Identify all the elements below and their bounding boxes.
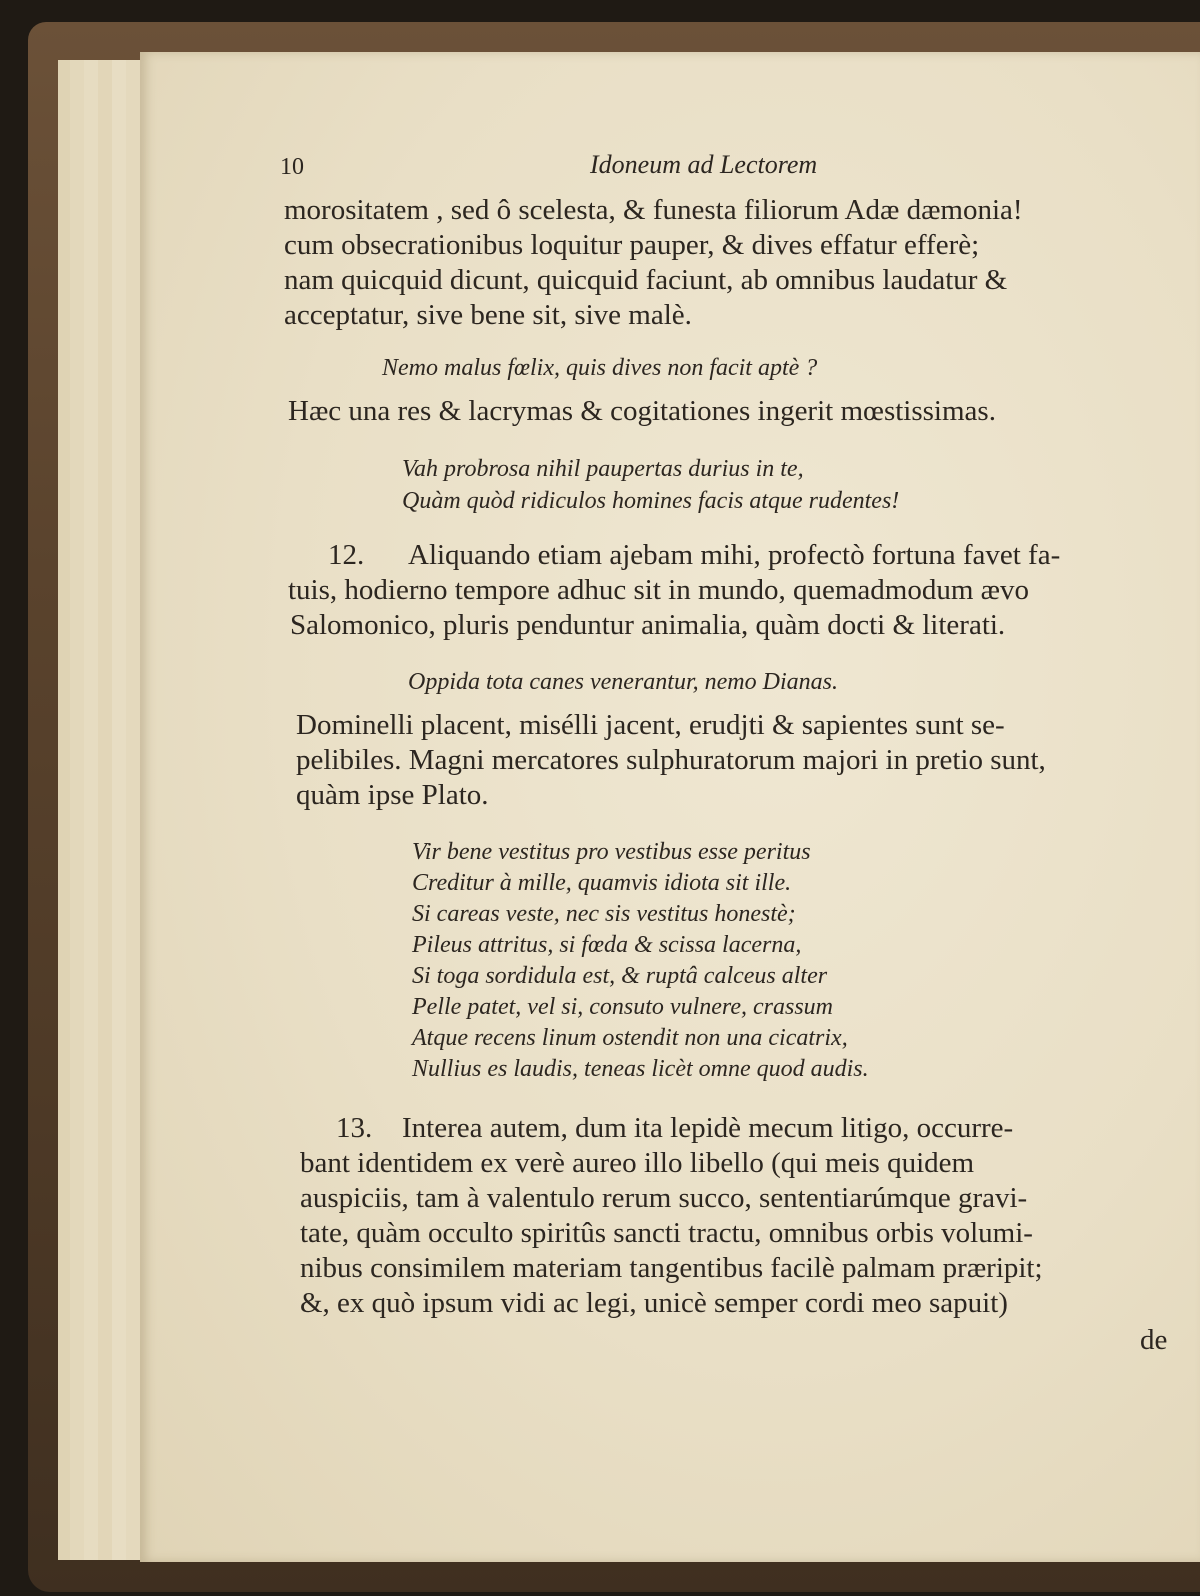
text-line: nam quicquid dicunt, quicquid faciunt, ab omnibus laudatur &: [284, 264, 1008, 296]
text-line: Hæc una res & lacrymas & cogitationes ingerit mœstissimas.: [288, 395, 996, 427]
text-line: tuis, hodierno tempore adhuc sit in mundo, quemadmodum ævo: [288, 574, 1030, 606]
verse-line: Atque recens linum ostendit non una cicatrix,: [412, 1025, 848, 1051]
verse-line: Oppida tota canes venerantur, nemo Dianas.: [408, 669, 838, 695]
text-line: Aliquando etiam ajebam mihi, profectò fortuna favet fa-: [408, 539, 1061, 571]
paragraph-number: 12.: [328, 539, 365, 571]
text-line: bant identidem ex verè aureo illo libello (qui meis quidem: [300, 1147, 975, 1179]
verse-line: Pileus attritus, si fœda & scissa lacerna,: [412, 932, 802, 958]
running-title: Idoneum ad Lectorem: [590, 150, 818, 179]
verse-line: Vir bene vestitus pro vestibus esse peritus: [412, 839, 811, 865]
page-number: 10: [280, 154, 304, 180]
catchword: de: [1140, 1324, 1168, 1356]
verse-line: Quàm quòd ridiculos homines facis atque rudentes!: [402, 488, 900, 514]
text-line: quàm ipse Plato.: [296, 779, 489, 811]
text-line: Dominelli placent, misélli jacent, erudjti & sapientes sunt se-: [296, 709, 1005, 741]
verse-line: Creditur à mille, quamvis idiota sit ille.: [412, 870, 792, 896]
text-line: pelibiles. Magni mercatores sulphuratorum majori in pretio sunt,: [296, 744, 1046, 776]
verse-line: Si toga sordidula est, & ruptâ calceus alter: [412, 963, 828, 989]
verse-line: Nemo malus fœlix, quis dives non facit aptè ?: [382, 355, 818, 381]
verse-line: Si careas veste, nec sis vestitus honestè;: [412, 901, 796, 927]
text-line: Salomonico, pluris penduntur animalia, quàm docti & literati.: [290, 609, 1006, 641]
verse-line: Vah probrosa nihil paupertas durius in te,: [402, 456, 804, 482]
text-line: auspiciis, tam à valentulo rerum succo, sententiarúmque gravi-: [300, 1182, 1028, 1214]
verse-line: Pelle patet, vel si, consuto vulnere, crassum: [412, 994, 834, 1020]
text-line: acceptatur, sive bene sit, sive malè.: [284, 299, 692, 331]
text-line: tate, quàm occulto spiritûs sancti tractu, omnibus orbis volumi-: [300, 1217, 1033, 1249]
verse-line: Nullius es laudis, teneas licèt omne quod audis.: [412, 1056, 869, 1082]
text-line: cum obsecrationibus loquitur pauper, & dives effatur efferè;: [284, 229, 980, 261]
paragraph-number: 13.: [336, 1112, 373, 1144]
text-line: Interea autem, dum ita lepidè mecum litigo, occurre-: [402, 1112, 1014, 1144]
text-line: &, ex quò ipsum vidi ac legi, unicè semper cordi meo sapuit): [300, 1287, 1008, 1319]
text-line: morositatem , sed ô scelesta, & funesta filiorum Adæ dæmonia!: [284, 194, 1023, 226]
text-line: nibus consimilem materiam tangentibus facilè palmam præripit;: [300, 1252, 1043, 1284]
book-page: [140, 52, 1200, 1562]
